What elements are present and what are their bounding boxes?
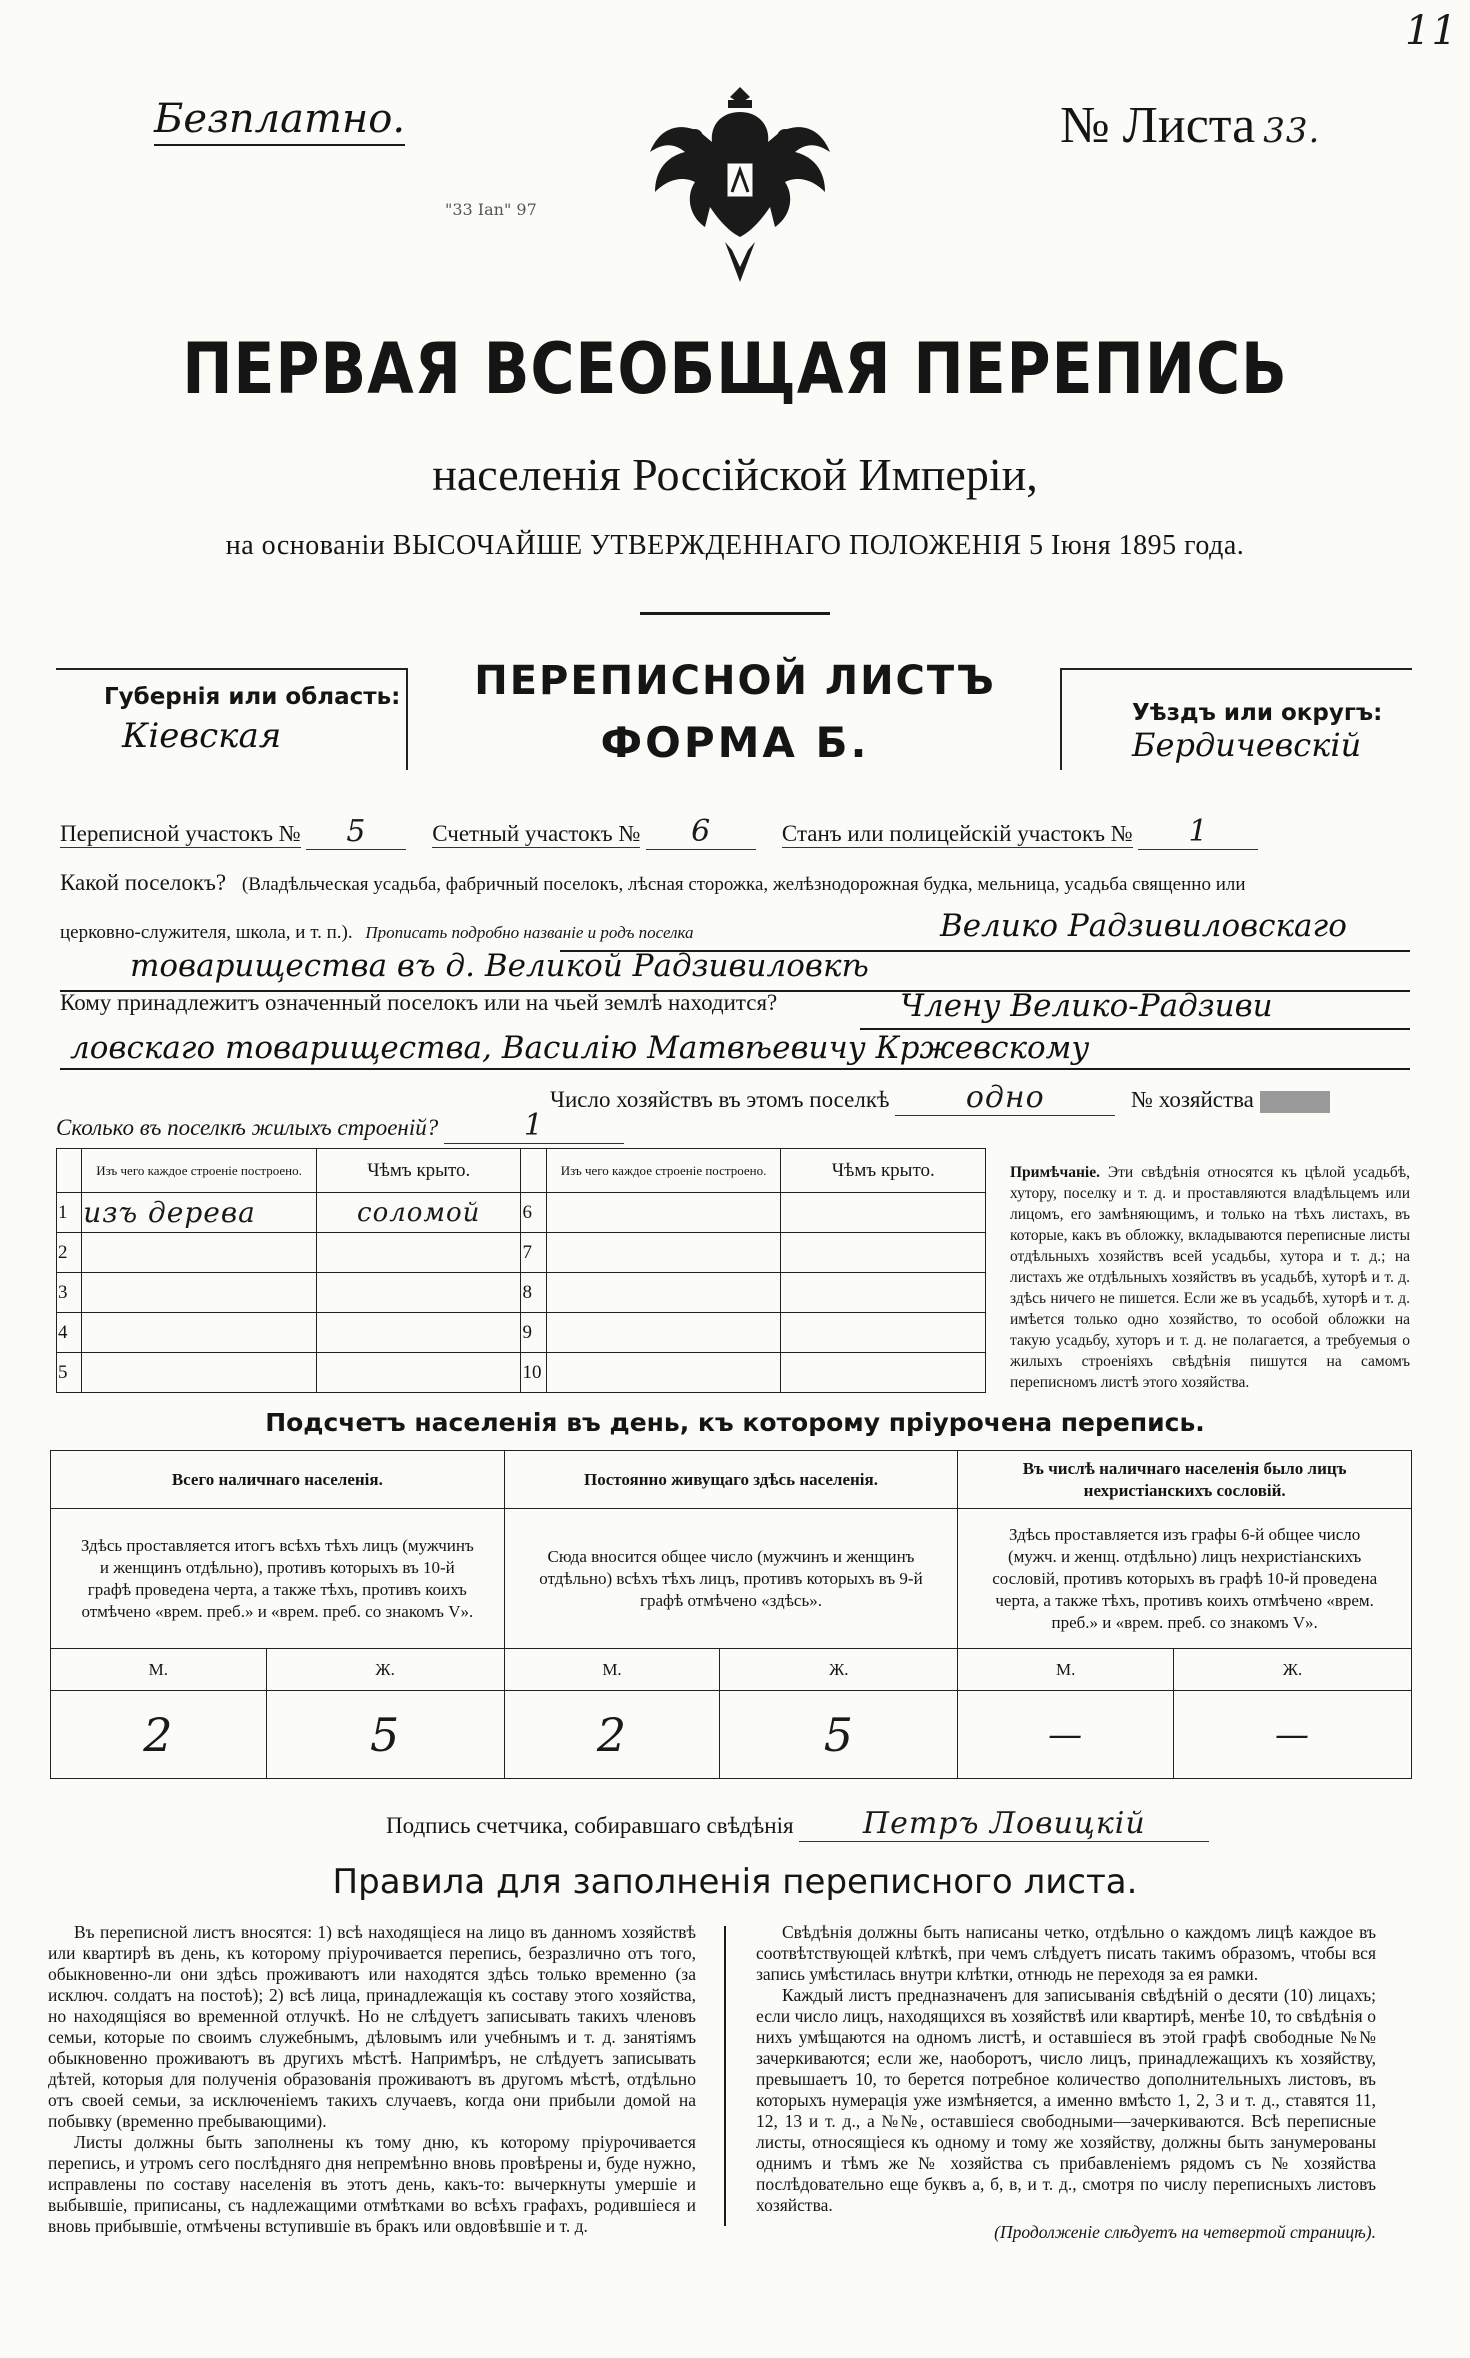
row-number: 4 bbox=[57, 1313, 82, 1353]
building-material bbox=[546, 1233, 781, 1273]
census-district-value: 5 bbox=[306, 814, 406, 850]
permanent-female-value: 5 bbox=[720, 1691, 958, 1779]
row-number: 8 bbox=[521, 1273, 546, 1313]
rules-paragraph: Листы должны быть заполнены къ тому дню, къ которому пріурочивается перепись, и утромъ сего послѣдняго дня непремѣнно вновь провѣрены и, буде нужно, исправлены по составу населенія въ этотъ день, какъ-то: вычеркнуты умершіе и выбывшіе, приписаны, съ надлежащими отмѣтками во всѣхъ графахъ, родившіеся и вновь прибывшіе, отмѣчены вступившіе въ бракъ или овдовѣвшіе и т. д. bbox=[48, 2132, 696, 2236]
uezd-value: Бердичевскій bbox=[1132, 726, 1362, 764]
buildings-value: 1 bbox=[444, 1108, 624, 1144]
households-value: одно bbox=[895, 1080, 1115, 1116]
building-material bbox=[82, 1313, 317, 1353]
row-number: 6 bbox=[521, 1193, 546, 1233]
col-material-right: Изъ чего каждое строеніе построено. bbox=[546, 1149, 781, 1193]
total-male-value: 2 bbox=[51, 1691, 267, 1779]
page-subtitle: населенія Россійской Имперіи, bbox=[432, 449, 1038, 500]
column-divider bbox=[724, 1926, 726, 2226]
rules-paragraph: Свѣдѣнія должны быть написаны четко, отдѣльно о каждомъ лицѣ каждое въ соотвѣтствующей клѣткѣ, при чемъ слѣдуетъ писать такимъ образомъ, чтобы вся запись умѣстилась внутри клѣтки, отнюдь не переходя за ея рамки. bbox=[756, 1922, 1376, 1984]
col-roof-left: Чѣмъ крыто. bbox=[316, 1149, 521, 1193]
table-row bbox=[57, 1313, 986, 1353]
building-material bbox=[546, 1353, 781, 1393]
building-material bbox=[546, 1193, 781, 1233]
gubernia-label: Губернія или область: bbox=[104, 684, 401, 710]
rules-left-column bbox=[48, 1922, 696, 2237]
male-label: М. bbox=[958, 1649, 1174, 1691]
uezd-label: Уѣздъ или округъ: bbox=[1132, 700, 1383, 726]
faint-stamp: "33 Ian" 97 bbox=[445, 200, 537, 219]
permanent-male-value: 2 bbox=[504, 1691, 720, 1779]
stan-value: 1 bbox=[1138, 814, 1258, 850]
col-total-text: Здѣсь проставляется итогъ всѣхъ тѣхъ лицъ (мужчинъ и женщинъ отдѣльно), противъ которыхъ въ 10-й графѣ проведена черта, а также тѣхъ, противъ коихъ отмѣчено «врем. преб.» и «врем. преб. со знакомъ V». bbox=[51, 1509, 505, 1649]
signature-value: Петръ Ловицкій bbox=[799, 1806, 1209, 1842]
building-material bbox=[82, 1353, 317, 1393]
form-subtitle: ФОРМА Б. bbox=[600, 718, 870, 767]
sheet-number bbox=[1060, 96, 1320, 155]
nonchristian-female-value: — bbox=[1174, 1691, 1412, 1779]
row-number: 7 bbox=[521, 1233, 546, 1273]
decree-line: на основаніи ВЫСОЧАЙШЕ УТВЕРЖДЕННАГО ПОЛОЖЕНІЯ 5 Іюня 1895 года. bbox=[225, 530, 1245, 561]
building-material bbox=[546, 1273, 781, 1313]
row-number: 9 bbox=[521, 1313, 546, 1353]
male-label: М. bbox=[504, 1649, 720, 1691]
female-label: Ж. bbox=[266, 1649, 504, 1691]
building-material bbox=[546, 1313, 781, 1353]
rules-heading: Правила для заполненія переписного листа. bbox=[332, 1862, 1138, 1902]
building-material: изъ дерева bbox=[82, 1193, 317, 1233]
row-number: 10 bbox=[521, 1353, 546, 1393]
settlement-hint-3: Прописать подробно названіе и родъ поселка bbox=[365, 923, 694, 942]
underline bbox=[60, 1068, 1410, 1070]
note-text: Эти свѣдѣнія относятся къ цѣлой усадьбѣ, хутору, поселку и т. д. и проставляются владѣльцемъ или лицомъ, его замѣняющимъ, и только на тѣхъ листахъ, въ которые, какъ въ обложку, вкладываются переписные листы отдѣльныхъ хозяйствъ всей усадьбы, хутора и т. д.; на листахъ же отдѣльныхъ хозяйствъ въ усадьбѣ, хуторѣ и т. д. здѣсь ничего не пишется. Если же въ усадьбѣ, хуторѣ и т. д. имѣется только одно хозяйство, то особой обложки на такую усадьбу, хуторъ и т. д. не полагается, а требуемыя о жилыхъ строеніяхъ свѣдѣнія пишутся на самомъ переписномъ листѣ этого хозяйства. bbox=[1010, 1164, 1411, 1391]
sheet-number-value: 33. bbox=[1263, 111, 1321, 151]
household-no-blot bbox=[1260, 1091, 1330, 1113]
census-district-label: Переписной участокъ № bbox=[60, 821, 301, 846]
double-headed-eagle-emblem bbox=[640, 82, 840, 292]
building-roof bbox=[781, 1193, 986, 1233]
settlement-value-2: товарищества въ д. Великой Радзивиловкѣ bbox=[130, 948, 869, 984]
counting-district-value: 6 bbox=[646, 814, 756, 850]
col-total-head: Всего наличнаго населенія. bbox=[51, 1451, 505, 1509]
col-nonchristian-head: Въ числѣ наличнаго населенія было лицъ нехристіанскихъ сословій. bbox=[958, 1451, 1412, 1509]
population-table bbox=[50, 1450, 1412, 1779]
col-roof-right: Чѣмъ крыто. bbox=[781, 1149, 986, 1193]
owner-label: Кому принадлежитъ означенный поселокъ или на чьей землѣ находится? bbox=[60, 990, 778, 1015]
table-row bbox=[57, 1353, 986, 1393]
table-row bbox=[57, 1193, 986, 1233]
building-roof bbox=[781, 1313, 986, 1353]
male-label: М. bbox=[51, 1649, 267, 1691]
total-female-value: 5 bbox=[266, 1691, 504, 1779]
row-number: 3 bbox=[57, 1273, 82, 1313]
building-roof: соломой bbox=[316, 1193, 521, 1233]
page-title: ПЕРВАЯ ВСЕОБЩАЯ ПЕРЕПИСЬ bbox=[182, 328, 1288, 410]
table-row bbox=[57, 1233, 986, 1273]
row-number: 5 bbox=[57, 1353, 82, 1393]
free-of-charge-label: Безплатно. bbox=[154, 96, 405, 142]
households-label: Число хозяйствъ въ этомъ поселкѣ bbox=[550, 1087, 890, 1112]
buildings-table bbox=[56, 1148, 986, 1393]
rules-right-column bbox=[756, 1922, 1376, 2243]
rules-paragraph: Каждый листъ предназначенъ для записыванія свѣдѣній о десяти (10) лицахъ; если число лицъ, находящихся въ хозяйствѣ или квартирѣ, менѣе 10, то свѣдѣнія о нихъ умѣщаются на одномъ листѣ, и оставшіеся въ этой графѣ свободные №№ зачеркиваются; если же, наоборотъ, число лицъ, принадлежащихъ къ хозяйству, превышаетъ 10, то берется потребное количество дополнительныхъ листовъ, въ которыхъ нумерація уже измѣняется, а именно вмѣсто 1, 2, 3 и т. д., ставятся 11, 12, 13 и т. д., а №№, оставшіеся свободными—зачеркиваются. Всѣ переписные листы, относящіеся къ одному и тому же хозяйству, должны быть занумерованы однимъ и тѣмъ же № хозяйства съ прибавленіемъ рядомъ съ № хозяйства послѣдовательно еще буквъ а, б, в, и т. д., смотря по числу переписныхъ листовъ хозяйства. bbox=[756, 1985, 1376, 2215]
divider bbox=[640, 612, 830, 615]
table-row bbox=[57, 1273, 986, 1313]
building-roof bbox=[316, 1313, 521, 1353]
col-nonchristian-text: Здѣсь проставляется изъ графы 6-й общее число (мужч. и женщ. отдѣльно) лицъ нехристіанскихъ сословій, противъ которыхъ въ графѣ 10-й проведена черта, а также тѣхъ, противъ коихъ отмѣчено «врем. преб.» и «врем. преб. со знакомъ V». bbox=[958, 1509, 1412, 1649]
district-line bbox=[60, 814, 1258, 850]
signature-label: Подпись счетчика, собиравшаго свѣдѣнія bbox=[386, 1813, 794, 1838]
gubernia-value: Кіевская bbox=[122, 716, 282, 756]
settlement-label: Какой поселокъ? bbox=[60, 870, 227, 895]
row-number: 2 bbox=[57, 1233, 82, 1273]
gubernia-box bbox=[56, 668, 408, 770]
settlement-hint-1: (Владѣльческая усадьба, фабричный поселокъ, лѣсная сторожка, желѣзнодорожная будка, мельница, усадьба священно или bbox=[241, 874, 1246, 895]
household-no-label: № хозяйства bbox=[1131, 1087, 1254, 1112]
row-number: 1 bbox=[57, 1193, 82, 1233]
corner-page-number: 11 bbox=[1405, 8, 1458, 54]
settlement-hint-2: церковно-служителя, школа, и т. п.). bbox=[60, 922, 353, 943]
settlement-line bbox=[60, 870, 1246, 896]
population-heading: Подсчетъ населенія въ день, къ которому пріурочена перепись. bbox=[265, 1408, 1205, 1437]
building-material bbox=[82, 1233, 317, 1273]
nonchristian-male-value: — bbox=[958, 1691, 1174, 1779]
settlement-hint-line bbox=[60, 922, 694, 944]
owner-value-1: Члену Велико-Радзиви bbox=[900, 988, 1273, 1024]
uezd-box bbox=[1060, 668, 1412, 770]
building-roof bbox=[781, 1273, 986, 1313]
counting-district-label: Счетный участокъ № bbox=[432, 821, 641, 846]
col-permanent-text: Сюда вносится общее число (мужчинъ и женщинъ отдѣльно) всѣхъ тѣхъ лицъ, противъ которыхъ въ 9-й графѣ отмѣчено «здѣсь». bbox=[504, 1509, 958, 1649]
buildings-label: Сколько въ поселкѣ жилыхъ строеній? bbox=[56, 1115, 439, 1140]
building-roof bbox=[316, 1353, 521, 1393]
form-title: ПЕРЕПИСНОЙ ЛИСТЪ bbox=[474, 658, 996, 704]
stan-label: Станъ или полицейскій участокъ № bbox=[781, 821, 1133, 846]
sheet-number-label: № Листа bbox=[1060, 97, 1256, 154]
building-roof bbox=[781, 1233, 986, 1273]
female-label: Ж. bbox=[1174, 1649, 1412, 1691]
building-roof bbox=[316, 1273, 521, 1313]
building-material bbox=[82, 1273, 317, 1313]
households-line bbox=[550, 1080, 1330, 1116]
owner-value-2: ловскаго товарищества, Василію Матвѣевичу Кржевскому bbox=[70, 1030, 1090, 1066]
settlement-value-1: Велико Радзивиловскаго bbox=[940, 908, 1347, 944]
signature-line bbox=[386, 1806, 1209, 1842]
buildings-line bbox=[56, 1108, 624, 1144]
building-roof bbox=[781, 1353, 986, 1393]
female-label: Ж. bbox=[720, 1649, 958, 1691]
note-heading: Примѣчаніе. bbox=[1010, 1164, 1100, 1181]
rules-paragraph: Въ переписной листъ вносятся: 1) всѣ находящіеся на лицо въ данномъ хозяйствѣ или квартирѣ въ день, къ которому пріурочивается перепись, безразлично отъ того, обыкновенно-ли они здѣсь проживаютъ или находятся здѣсь только временно (за исключ. солдатъ на постоѣ); 2) всѣ лица, принадлежащія къ составу этого хозяйства, но находящіяся во временной отлучкѣ. Но не слѣдуетъ записывать такихъ членовъ семьи, которые по своимъ служебнымъ, дѣловымъ или учебнымъ и т. д. занятіямъ обыкновенно проживаютъ въ другихъ мѣстѣ. Напримѣръ, не слѣдуетъ записывать дѣтей, которыя для полученія образованія проживаютъ въ другомъ мѣстѣ, отдѣльно отъ своей семьи, за исключеніемъ такихъ случаевъ, когда они прибыли домой на побывку (временно пребывающими). bbox=[48, 1922, 696, 2131]
note-block bbox=[1010, 1162, 1410, 1393]
col-permanent-head: Постоянно живущаго здѣсь населенія. bbox=[504, 1451, 958, 1509]
col-material-left: Изъ чего каждое строеніе построено. bbox=[82, 1149, 317, 1193]
continued-note: (Продолженіе слѣдуетъ на четвертой страницѣ). bbox=[994, 2222, 1376, 2242]
building-roof bbox=[316, 1233, 521, 1273]
